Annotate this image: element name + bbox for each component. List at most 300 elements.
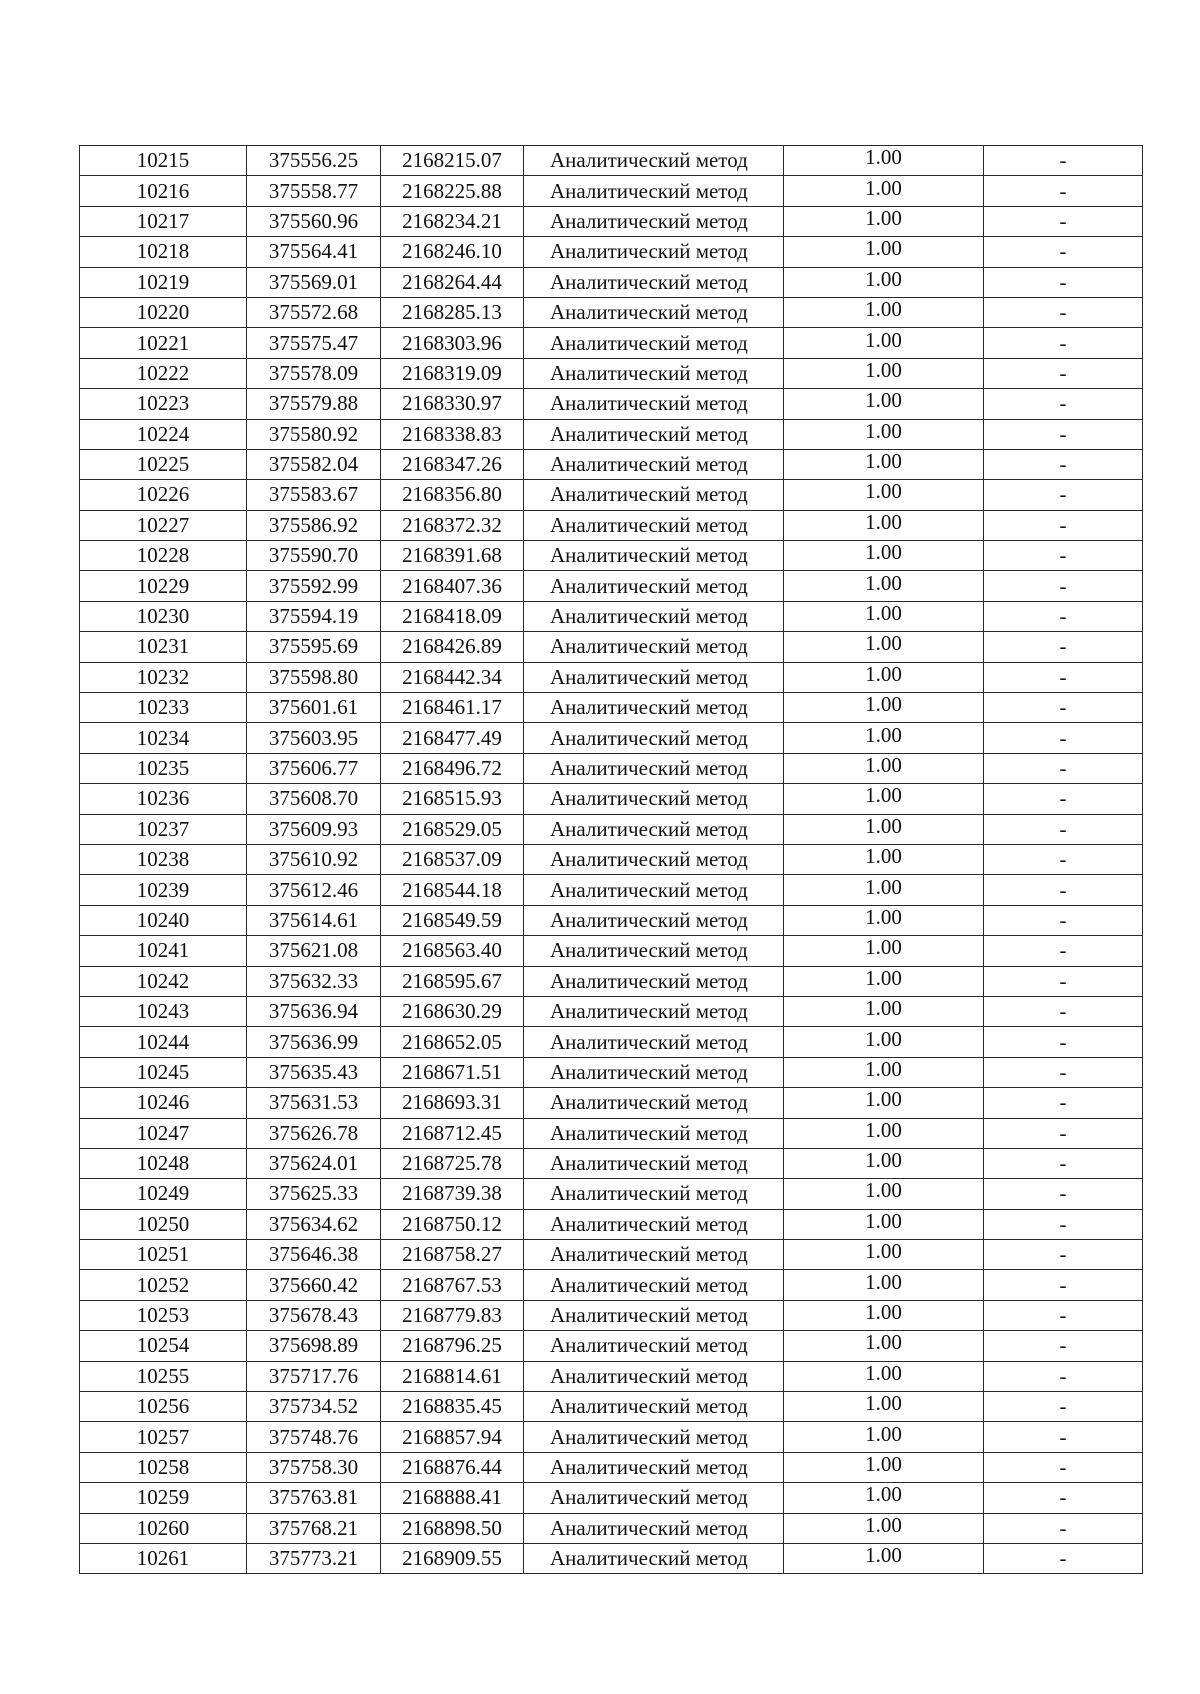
table-row bbox=[80, 1331, 1143, 1361]
description-cell bbox=[984, 966, 1143, 996]
method-cell bbox=[524, 1027, 784, 1057]
method-cell bbox=[524, 419, 784, 449]
accuracy-text: 1.00 bbox=[865, 206, 902, 230]
accuracy-text: 1.00 bbox=[865, 844, 902, 869]
description-cell bbox=[984, 1483, 1143, 1513]
method-text: Аналитический метод bbox=[550, 725, 748, 750]
accuracy-cell bbox=[784, 146, 984, 176]
x-coordinate-text: 375572.68 bbox=[268, 300, 359, 325]
accuracy-cell bbox=[784, 966, 984, 996]
accuracy-cell bbox=[784, 753, 984, 783]
description-cell bbox=[984, 571, 1143, 601]
x-coordinate-text: 375601.61 bbox=[268, 695, 359, 720]
table-row bbox=[80, 510, 1143, 540]
accuracy-text: 1.00 bbox=[865, 449, 902, 474]
y-coordinate-cell bbox=[381, 693, 524, 723]
method-text: Аналитический метод bbox=[550, 512, 748, 537]
y-coordinate-text: 2168595.67 bbox=[402, 968, 502, 993]
x-coordinate-cell bbox=[247, 541, 381, 571]
point-number-text: 10249 bbox=[136, 1181, 190, 1206]
description-text: - bbox=[1059, 664, 1067, 689]
point-number-text: 10252 bbox=[136, 1272, 190, 1297]
point-number-cell bbox=[80, 1270, 247, 1300]
y-coordinate-cell bbox=[381, 1057, 524, 1087]
point-number-text: 10254 bbox=[136, 1333, 190, 1358]
table-row bbox=[80, 1118, 1143, 1148]
x-coordinate-cell bbox=[247, 723, 381, 753]
point-number-cell bbox=[80, 541, 247, 571]
table-row bbox=[80, 267, 1143, 297]
y-coordinate-cell bbox=[381, 237, 524, 267]
point-number-cell bbox=[80, 1179, 247, 1209]
accuracy-cell bbox=[784, 844, 984, 874]
method-text: Аналитический метод bbox=[550, 877, 748, 902]
method-cell bbox=[524, 1361, 784, 1391]
description-text: - bbox=[1059, 148, 1067, 173]
x-coordinate-text: 375560.96 bbox=[268, 208, 359, 233]
accuracy-cell bbox=[784, 389, 984, 419]
accuracy-cell bbox=[784, 510, 984, 540]
x-coordinate-cell bbox=[247, 176, 381, 206]
method-text: Аналитический метод bbox=[550, 300, 748, 325]
point-number-text: 10218 bbox=[136, 239, 190, 264]
y-coordinate-cell bbox=[381, 389, 524, 419]
method-cell bbox=[524, 267, 784, 297]
description-cell bbox=[984, 1422, 1143, 1452]
accuracy-text: 1.00 bbox=[865, 540, 902, 565]
accuracy-cell bbox=[784, 480, 984, 510]
method-cell bbox=[524, 449, 784, 479]
y-coordinate-cell bbox=[381, 1452, 524, 1482]
x-coordinate-text: 375586.92 bbox=[268, 512, 359, 537]
table-row bbox=[80, 449, 1143, 479]
method-cell bbox=[524, 753, 784, 783]
y-coordinate-cell bbox=[381, 267, 524, 297]
x-coordinate-text: 375635.43 bbox=[268, 1059, 359, 1084]
y-coordinate-text: 2168876.44 bbox=[402, 1454, 502, 1479]
y-coordinate-text: 2168909.55 bbox=[402, 1546, 502, 1571]
description-cell bbox=[984, 1240, 1143, 1270]
description-cell bbox=[984, 1088, 1143, 1118]
y-coordinate-text: 2168835.45 bbox=[402, 1394, 502, 1419]
table-row bbox=[80, 784, 1143, 814]
x-coordinate-text: 375564.41 bbox=[268, 239, 359, 264]
y-coordinate-text: 2168671.51 bbox=[402, 1059, 502, 1084]
x-coordinate-text: 375580.92 bbox=[268, 421, 359, 446]
description-cell bbox=[984, 1057, 1143, 1087]
y-coordinate-text: 2168563.40 bbox=[402, 938, 502, 963]
method-cell bbox=[524, 480, 784, 510]
x-coordinate-text: 375621.08 bbox=[268, 938, 359, 963]
point-number-cell bbox=[80, 936, 247, 966]
description-text: - bbox=[1059, 1120, 1067, 1145]
y-coordinate-text: 2168215.07 bbox=[402, 148, 502, 173]
accuracy-cell bbox=[784, 1179, 984, 1209]
y-coordinate-cell bbox=[381, 1513, 524, 1543]
accuracy-text: 1.00 bbox=[865, 510, 902, 534]
method-text: Аналитический метод bbox=[550, 1303, 748, 1328]
accuracy-cell bbox=[784, 1392, 984, 1422]
accuracy-cell bbox=[784, 1209, 984, 1239]
table-row bbox=[80, 632, 1143, 662]
accuracy-cell bbox=[784, 1057, 984, 1087]
accuracy-cell bbox=[784, 936, 984, 966]
point-number-cell bbox=[80, 1543, 247, 1573]
point-number-cell bbox=[80, 723, 247, 753]
method-text: Аналитический метод bbox=[550, 1394, 748, 1419]
description-cell bbox=[984, 267, 1143, 297]
point-number-cell bbox=[80, 1422, 247, 1452]
y-coordinate-text: 2168758.27 bbox=[402, 1242, 502, 1267]
description-text: - bbox=[1059, 816, 1067, 841]
description-text: - bbox=[1059, 1090, 1067, 1115]
x-coordinate-text: 375610.92 bbox=[268, 847, 359, 872]
method-text: Аналитический метод bbox=[550, 1515, 748, 1540]
accuracy-text: 1.00 bbox=[865, 1026, 902, 1051]
x-coordinate-text: 375594.19 bbox=[268, 604, 359, 629]
method-text: Аналитический метод bbox=[550, 148, 748, 173]
x-coordinate-cell bbox=[247, 814, 381, 844]
accuracy-text: 1.00 bbox=[865, 722, 902, 747]
y-coordinate-cell bbox=[381, 449, 524, 479]
description-text: - bbox=[1059, 208, 1067, 233]
point-number-text: 10245 bbox=[136, 1059, 190, 1084]
method-text: Аналитический метод bbox=[550, 907, 748, 932]
description-cell bbox=[984, 1392, 1143, 1422]
y-coordinate-text: 2168477.49 bbox=[402, 725, 502, 750]
y-coordinate-cell bbox=[381, 1027, 524, 1057]
method-text: Аналитический метод bbox=[550, 391, 748, 416]
y-coordinate-text: 2168796.25 bbox=[402, 1333, 502, 1358]
y-coordinate-text: 2168779.83 bbox=[402, 1303, 502, 1328]
description-text: - bbox=[1059, 907, 1067, 932]
description-text: - bbox=[1059, 300, 1067, 325]
description-cell bbox=[984, 905, 1143, 935]
y-coordinate-text: 2168529.05 bbox=[402, 816, 502, 841]
x-coordinate-text: 375582.04 bbox=[268, 452, 359, 477]
x-coordinate-cell bbox=[247, 1483, 381, 1513]
description-text: - bbox=[1059, 421, 1067, 446]
y-coordinate-text: 2168630.29 bbox=[402, 999, 502, 1024]
point-number-cell bbox=[80, 784, 247, 814]
point-number-cell bbox=[80, 571, 247, 601]
table-row bbox=[80, 601, 1143, 631]
accuracy-cell bbox=[784, 814, 984, 844]
x-coordinate-cell bbox=[247, 784, 381, 814]
method-cell bbox=[524, 784, 784, 814]
y-coordinate-cell bbox=[381, 1088, 524, 1118]
accuracy-cell bbox=[784, 632, 984, 662]
point-number-text: 10230 bbox=[136, 604, 190, 629]
y-coordinate-cell bbox=[381, 146, 524, 176]
point-number-text: 10247 bbox=[136, 1120, 190, 1145]
x-coordinate-text: 375579.88 bbox=[268, 391, 359, 416]
y-coordinate-text: 2168418.09 bbox=[402, 604, 502, 629]
point-number-text: 10259 bbox=[136, 1485, 190, 1510]
description-text: - bbox=[1059, 1303, 1067, 1328]
accuracy-cell bbox=[784, 723, 984, 753]
table-row bbox=[80, 146, 1143, 176]
accuracy-cell bbox=[784, 875, 984, 905]
method-cell bbox=[524, 601, 784, 631]
description-text: - bbox=[1059, 1485, 1067, 1510]
point-number-cell bbox=[80, 1118, 247, 1148]
point-number-cell bbox=[80, 328, 247, 358]
method-text: Аналитический метод bbox=[550, 178, 748, 203]
description-cell bbox=[984, 844, 1143, 874]
accuracy-text: 1.00 bbox=[865, 601, 902, 626]
method-text: Аналитический метод bbox=[550, 938, 748, 963]
y-coordinate-cell bbox=[381, 844, 524, 874]
table-row bbox=[80, 1513, 1143, 1543]
table-row bbox=[80, 1361, 1143, 1391]
method-text: Аналитический метод bbox=[550, 999, 748, 1024]
y-coordinate-text: 2168347.26 bbox=[402, 452, 502, 477]
table-row bbox=[80, 541, 1143, 571]
point-number-text: 10251 bbox=[136, 1242, 190, 1267]
table-row bbox=[80, 571, 1143, 601]
x-coordinate-cell bbox=[247, 601, 381, 631]
method-text: Аналитический метод bbox=[550, 208, 748, 233]
accuracy-cell bbox=[784, 693, 984, 723]
x-coordinate-text: 375595.69 bbox=[268, 634, 359, 659]
x-coordinate-cell bbox=[247, 1027, 381, 1057]
method-cell bbox=[524, 358, 784, 388]
accuracy-cell bbox=[784, 237, 984, 267]
accuracy-text: 1.00 bbox=[865, 905, 902, 929]
point-number-cell bbox=[80, 146, 247, 176]
point-number-text: 10224 bbox=[136, 421, 190, 446]
method-cell bbox=[524, 632, 784, 662]
y-coordinate-text: 2168496.72 bbox=[402, 756, 502, 780]
table-row bbox=[80, 936, 1143, 966]
accuracy-text: 1.00 bbox=[865, 874, 902, 899]
accuracy-cell bbox=[784, 1361, 984, 1391]
accuracy-cell bbox=[784, 1027, 984, 1057]
y-coordinate-cell bbox=[381, 1543, 524, 1573]
description-text: - bbox=[1059, 1151, 1067, 1176]
description-cell bbox=[984, 814, 1143, 844]
accuracy-text: 1.00 bbox=[865, 631, 902, 656]
x-coordinate-text: 375558.77 bbox=[268, 178, 359, 203]
point-number-text: 10234 bbox=[136, 725, 190, 750]
coordinates-table bbox=[79, 145, 1143, 1574]
point-number-text: 10250 bbox=[136, 1211, 190, 1236]
x-coordinate-text: 375556.25 bbox=[268, 148, 359, 173]
method-text: Аналитический метод bbox=[550, 1242, 748, 1267]
description-cell bbox=[984, 206, 1143, 236]
description-text: - bbox=[1059, 725, 1067, 750]
point-number-text: 10231 bbox=[136, 634, 190, 659]
accuracy-text: 1.00 bbox=[865, 935, 902, 960]
x-coordinate-cell bbox=[247, 844, 381, 874]
accuracy-text: 1.00 bbox=[865, 388, 902, 413]
point-number-text: 10220 bbox=[136, 300, 190, 325]
method-text: Аналитический метод bbox=[550, 543, 748, 568]
x-coordinate-cell bbox=[247, 206, 381, 236]
y-coordinate-cell bbox=[381, 328, 524, 358]
point-number-text: 10225 bbox=[136, 452, 190, 477]
x-coordinate-text: 375598.80 bbox=[268, 664, 359, 689]
x-coordinate-text: 375603.95 bbox=[268, 725, 359, 750]
table-row bbox=[80, 844, 1143, 874]
method-text: Аналитический метод bbox=[550, 239, 748, 264]
x-coordinate-cell bbox=[247, 875, 381, 905]
accuracy-cell bbox=[784, 601, 984, 631]
y-coordinate-cell bbox=[381, 753, 524, 783]
description-cell bbox=[984, 601, 1143, 631]
method-text: Аналитический метод bbox=[550, 816, 748, 841]
x-coordinate-cell bbox=[247, 1088, 381, 1118]
x-coordinate-text: 375612.46 bbox=[268, 877, 359, 902]
table-row bbox=[80, 1483, 1143, 1513]
y-coordinate-cell bbox=[381, 571, 524, 601]
point-number-text: 10257 bbox=[136, 1424, 190, 1449]
x-coordinate-text: 375634.62 bbox=[268, 1211, 359, 1236]
point-number-text: 10261 bbox=[136, 1546, 190, 1571]
x-coordinate-cell bbox=[247, 389, 381, 419]
table-row bbox=[80, 1270, 1143, 1300]
accuracy-cell bbox=[784, 905, 984, 935]
y-coordinate-text: 2168234.21 bbox=[402, 208, 502, 233]
method-text: Аналитический метод bbox=[550, 330, 748, 355]
accuracy-cell bbox=[784, 1118, 984, 1148]
accuracy-text: 1.00 bbox=[865, 1269, 902, 1294]
point-number-cell bbox=[80, 753, 247, 783]
accuracy-cell bbox=[784, 328, 984, 358]
description-text: - bbox=[1059, 938, 1067, 963]
point-number-cell bbox=[80, 693, 247, 723]
y-coordinate-cell bbox=[381, 206, 524, 236]
point-number-cell bbox=[80, 1148, 247, 1178]
description-cell bbox=[984, 1148, 1143, 1178]
y-coordinate-text: 2168515.93 bbox=[402, 786, 502, 811]
table-row bbox=[80, 328, 1143, 358]
x-coordinate-text: 375632.33 bbox=[268, 968, 359, 993]
method-cell bbox=[524, 1483, 784, 1513]
point-number-text: 10228 bbox=[136, 543, 190, 568]
point-number-text: 10237 bbox=[136, 816, 190, 841]
y-coordinate-text: 2168739.38 bbox=[402, 1181, 502, 1206]
x-coordinate-cell bbox=[247, 1148, 381, 1178]
method-cell bbox=[524, 1148, 784, 1178]
method-cell bbox=[524, 875, 784, 905]
description-text: - bbox=[1059, 1424, 1067, 1449]
method-cell bbox=[524, 389, 784, 419]
description-text: - bbox=[1059, 1059, 1067, 1084]
x-coordinate-cell bbox=[247, 1209, 381, 1239]
accuracy-cell bbox=[784, 358, 984, 388]
y-coordinate-text: 2168652.05 bbox=[402, 1029, 502, 1054]
x-coordinate-cell bbox=[247, 1513, 381, 1543]
description-cell bbox=[984, 662, 1143, 692]
description-text: - bbox=[1059, 1515, 1067, 1540]
table-row bbox=[80, 1392, 1143, 1422]
point-number-text: 10221 bbox=[136, 330, 190, 355]
method-cell bbox=[524, 693, 784, 723]
accuracy-text: 1.00 bbox=[865, 662, 902, 686]
method-text: Аналитический метод bbox=[550, 1181, 748, 1206]
method-text: Аналитический метод bbox=[550, 1363, 748, 1388]
x-coordinate-cell bbox=[247, 1452, 381, 1482]
y-coordinate-cell bbox=[381, 1209, 524, 1239]
y-coordinate-text: 2168264.44 bbox=[402, 269, 502, 294]
description-text: - bbox=[1059, 543, 1067, 568]
y-coordinate-cell bbox=[381, 1361, 524, 1391]
accuracy-text: 1.00 bbox=[865, 570, 902, 595]
description-text: - bbox=[1059, 847, 1067, 872]
y-coordinate-cell bbox=[381, 1270, 524, 1300]
x-coordinate-text: 375590.70 bbox=[268, 543, 359, 568]
accuracy-text: 1.00 bbox=[865, 1421, 902, 1446]
description-cell bbox=[984, 419, 1143, 449]
method-cell bbox=[524, 844, 784, 874]
description-cell bbox=[984, 936, 1143, 966]
x-coordinate-text: 375608.70 bbox=[268, 786, 359, 811]
accuracy-text: 1.00 bbox=[865, 297, 902, 322]
description-cell bbox=[984, 237, 1143, 267]
method-cell bbox=[524, 297, 784, 327]
description-cell bbox=[984, 1331, 1143, 1361]
method-cell bbox=[524, 905, 784, 935]
point-number-cell bbox=[80, 662, 247, 692]
x-coordinate-cell bbox=[247, 996, 381, 1026]
x-coordinate-text: 375614.61 bbox=[268, 907, 359, 932]
x-coordinate-text: 375583.67 bbox=[268, 482, 359, 507]
method-cell bbox=[524, 936, 784, 966]
point-number-cell bbox=[80, 1088, 247, 1118]
accuracy-cell bbox=[784, 419, 984, 449]
point-number-cell bbox=[80, 632, 247, 662]
method-cell bbox=[524, 571, 784, 601]
y-coordinate-text: 2168898.50 bbox=[402, 1515, 502, 1540]
accuracy-text: 1.00 bbox=[865, 1391, 902, 1416]
description-text: - bbox=[1059, 512, 1067, 537]
accuracy-cell bbox=[784, 1148, 984, 1178]
x-coordinate-text: 375636.94 bbox=[268, 999, 359, 1024]
y-coordinate-cell bbox=[381, 510, 524, 540]
method-text: Аналитический метод bbox=[550, 786, 748, 811]
y-coordinate-text: 2168725.78 bbox=[402, 1151, 502, 1176]
description-text: - bbox=[1059, 786, 1067, 811]
description-text: - bbox=[1059, 1454, 1067, 1479]
method-text: Аналитический метод bbox=[550, 421, 748, 446]
method-text: Аналитический метод bbox=[550, 1272, 748, 1297]
point-number-text: 10236 bbox=[136, 786, 190, 811]
y-coordinate-text: 2168246.10 bbox=[402, 239, 502, 264]
accuracy-cell bbox=[784, 784, 984, 814]
x-coordinate-text: 375748.76 bbox=[268, 1424, 359, 1449]
description-cell bbox=[984, 358, 1143, 388]
point-number-text: 10244 bbox=[136, 1029, 190, 1054]
table-row bbox=[80, 1452, 1143, 1482]
x-coordinate-text: 375773.21 bbox=[268, 1546, 359, 1571]
accuracy-text: 1.00 bbox=[865, 692, 902, 717]
point-number-cell bbox=[80, 1483, 247, 1513]
method-cell bbox=[524, 814, 784, 844]
description-cell bbox=[984, 996, 1143, 1026]
y-coordinate-text: 2168426.89 bbox=[402, 634, 502, 659]
point-number-text: 10253 bbox=[136, 1303, 190, 1328]
y-coordinate-text: 2168461.17 bbox=[402, 695, 502, 720]
description-cell bbox=[984, 1543, 1143, 1573]
method-text: Аналитический метод bbox=[550, 1211, 748, 1236]
description-text: - bbox=[1059, 999, 1067, 1024]
y-coordinate-cell bbox=[381, 966, 524, 996]
point-number-cell bbox=[80, 1240, 247, 1270]
point-number-cell bbox=[80, 1209, 247, 1239]
table-row bbox=[80, 1027, 1143, 1057]
